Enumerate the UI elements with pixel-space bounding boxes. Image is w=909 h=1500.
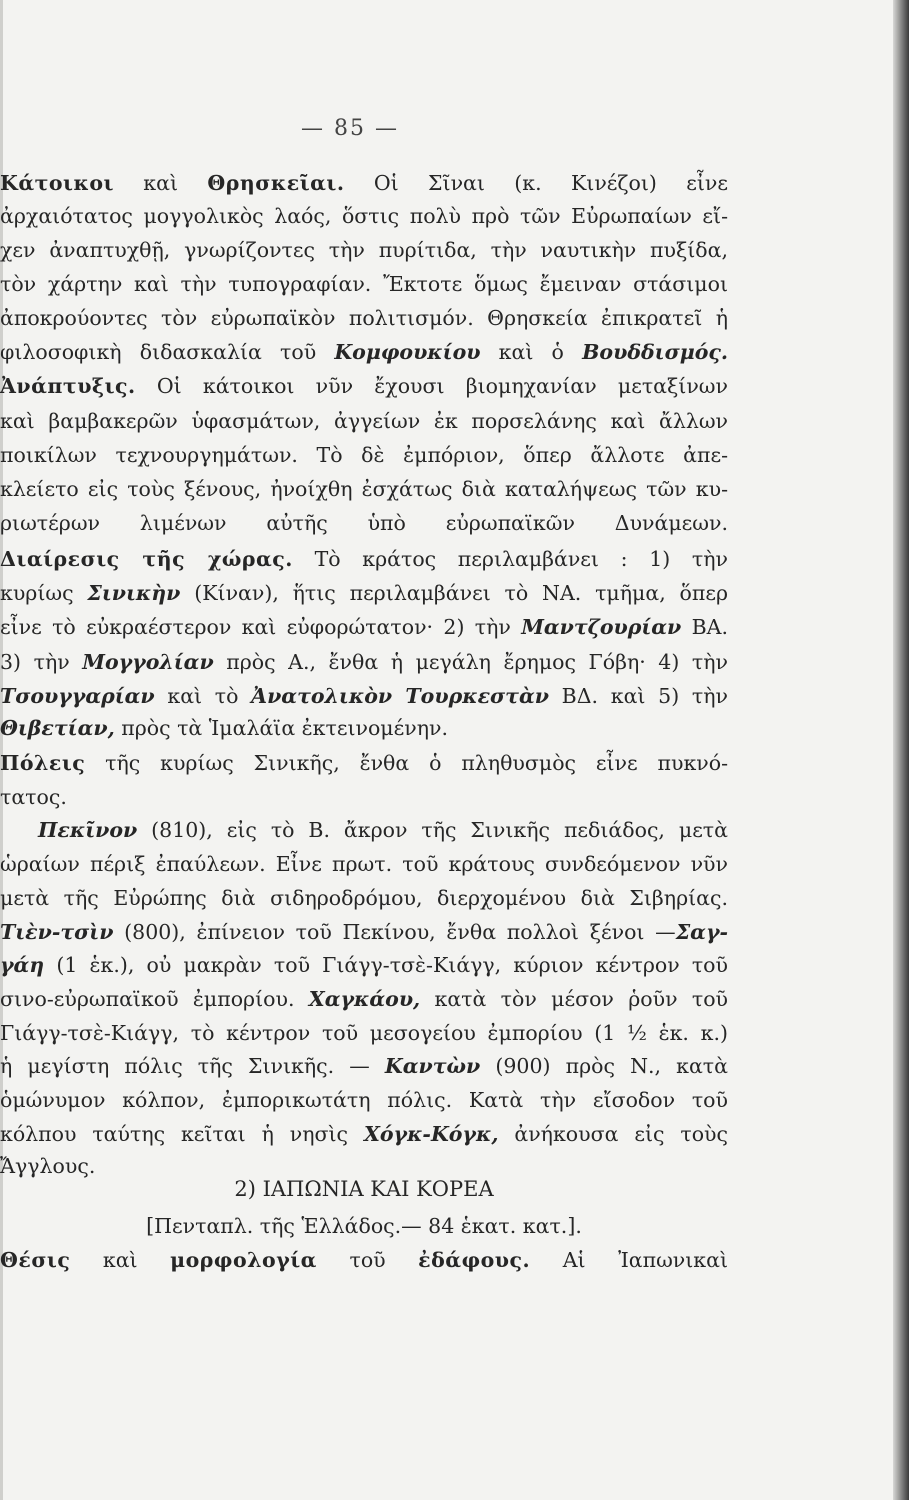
section-heading-line xyxy=(0,1172,728,1206)
text-run: τατος. xyxy=(0,785,67,809)
text-line xyxy=(0,847,728,881)
text-line xyxy=(0,233,728,267)
text-line xyxy=(0,881,728,915)
emphasized-term: Βουδδισμός. xyxy=(582,340,728,364)
text-line xyxy=(0,1016,728,1050)
emphasized-term: Κομφουκίου xyxy=(334,340,481,364)
text-run: ἀποκρούοντες τὸν εὐρωπαϊκὸν πολιτισμόν. Θρησκεία ἐπικρατεῖ ἡ xyxy=(0,306,728,330)
text-run: ὡραίων πέριξ ἐπαύλεων. Εἶνε πρωτ. τοῦ κράτους συνδεόμενον νῦν xyxy=(0,852,728,876)
text-run: φιλοσοφικὴ διδασκαλία τοῦ xyxy=(0,340,335,364)
emphasized-term: Θιβετίαν, xyxy=(0,716,115,740)
text-line xyxy=(0,267,728,301)
text-run: εἶνε τὸ εὐκραέστερον καὶ εὐφορώτατον· 2) τὴν xyxy=(0,615,522,639)
emphasized-term: Σινικὴν xyxy=(87,581,181,605)
text-run: (800), ἐπίνειον τοῦ Πεκίνου, ἔνθα πολλοὶ ξένοι — xyxy=(113,920,676,944)
text-run: σινο-εὐρωπαϊκοῦ ἐμπορίου. xyxy=(0,987,309,1011)
text-line xyxy=(0,1083,728,1117)
text-run: (1 ἑκ.), οὐ μακρὰν τοῦ Γιάγγ-τσὲ-Κιάγγ, κύριον κέντρον τοῦ xyxy=(44,953,728,977)
text-run: ΒΔ. καὶ 5) τὴν xyxy=(548,684,728,708)
text-run: (900) πρὸς Ν., κατὰ xyxy=(480,1054,728,1078)
text-line xyxy=(0,506,728,540)
emphasized-term: γάη xyxy=(0,953,45,977)
text-run: Οἱ Σῖναι (κ. Κινέζοι) εἶνε xyxy=(344,171,728,195)
bold-heading-text: μορφολογία xyxy=(170,1248,317,1272)
text-line xyxy=(0,369,728,403)
text-run: ἀρχαιότατος μογγολικὸς λαός, ὅστις πολὺ πρὸ τῶν Εὐρωπαίων εἴ- xyxy=(0,204,728,228)
text-line xyxy=(0,199,728,233)
text-line xyxy=(0,610,728,644)
bold-heading-text: Θέσις xyxy=(0,1248,71,1272)
text-run: (Κίναν), ἥτις περιλαμβάνει τὸ ΝΑ. τμῆμα, ὅπερ xyxy=(180,581,728,605)
bold-heading-text: Κάτοικοι xyxy=(0,171,114,195)
text-line xyxy=(0,542,728,576)
text-line xyxy=(0,948,728,982)
text-run: τὸν χάρτην καὶ τὴν τυπογραφίαν. Ἔκτοτε ὅμως ἔμειναν στάσιμοι xyxy=(0,272,728,296)
text-run: Γιάγγ-τσὲ-Κιάγγ, τὸ κέντρον τοῦ μεσογείου ἐμπορίου (1 ½ ἑκ. κ.) xyxy=(0,1021,728,1045)
text-run: 3) τὴν xyxy=(0,650,83,674)
text-run: κλείετο εἰς τοὺς ξένους, ἠνοίχθη ἐσχάτως διὰ καταλήψεως τῶν κυ- xyxy=(0,477,728,501)
emphasized-term: Χαγκάου, xyxy=(308,987,421,1011)
text-run: Τὸ κράτος περιλαμβάνει : 1) τὴν xyxy=(292,547,728,571)
emphasized-term: Χόγκ-Κόγκ, xyxy=(363,1122,499,1146)
text-line xyxy=(0,813,728,847)
emphasized-term: Σαγ- xyxy=(675,920,728,944)
bold-heading-text: ἐδάφους. xyxy=(418,1248,531,1272)
bold-heading-text: Θρησκεῖαι. xyxy=(207,171,345,195)
text-run: ἡ μεγίστη πόλις τῆς Σινικῆς. — xyxy=(0,1054,385,1078)
text-line xyxy=(0,746,728,780)
text-run: ποικίλων τεχνουργημάτων. Τὸ δὲ ἐμπόριον, ὅπερ ἄλλοτε ἀπε- xyxy=(0,443,728,467)
text-line xyxy=(0,982,728,1016)
text-run: πρὸς Α., ἔνθα ἡ μεγάλη ἔρημος Γόβη· 4) τὴν xyxy=(213,650,728,674)
text-line xyxy=(0,576,728,610)
text-line xyxy=(0,679,728,713)
text-run: ὁμώνυμον κόλπον, ἐμπορικωτάτη πόλις. Κατὰ τὴν εἴσοδον τοῦ xyxy=(0,1088,728,1112)
emphasized-term: Τσουγγαρίαν xyxy=(0,684,155,708)
text-line xyxy=(0,404,728,438)
text-line xyxy=(0,166,728,200)
emphasized-term: Ἀνατολικὸν Τουρκεστὰν xyxy=(251,684,549,708)
text-run: Ἄγγλους. xyxy=(0,1154,96,1178)
text-run: πρὸς τὰ Ἱμαλάϊα ἐκτεινομένην. xyxy=(114,716,448,740)
text-run: ριωτέρων λιμένων αὐτῆς ὑπὸ εὐρωπαϊκῶν Δυνάμεων. xyxy=(0,511,728,535)
emphasized-term: Πεκῖνον xyxy=(38,818,138,842)
text-run: μετὰ τῆς Εὐρώπης διὰ σιδηροδρόμου, διερχομένου διὰ Σιβηρίας. xyxy=(0,886,728,910)
text-line xyxy=(0,472,728,506)
bold-heading-text: Πόλεις xyxy=(0,751,86,775)
text-run: τῆς κυρίως Σινικῆς, ἔνθα ὁ πληθυσμὸς εἶνε πυκνό- xyxy=(85,751,728,775)
emphasized-term: Μαντζουρίαν xyxy=(521,615,682,639)
text-line xyxy=(0,1049,728,1083)
text-run: τοῦ xyxy=(316,1248,419,1272)
text-run: καὶ xyxy=(70,1248,171,1272)
text-run: καὶ τὸ xyxy=(154,684,252,708)
text-run: χεν ἀναπτυχθῇ, γνωρίζοντες τὴν πυρίτιδα, τὴν ναυτικὴν πυξίδα, xyxy=(0,238,728,262)
bold-heading-text: Διαίρεσις τῆς χώρας. xyxy=(0,547,293,571)
text-run: 2) ΙΑΠΩΝΙΑ ΚΑΙ ΚΟΡΕΑ xyxy=(234,1177,494,1201)
text-run: Οἱ κάτοικοι νῦν ἔχουσι βιομηχανίαν μεταξίνων xyxy=(135,374,728,398)
page-number: — 85 — xyxy=(301,116,399,141)
text-line xyxy=(0,915,728,949)
section-heading-line xyxy=(0,1209,728,1243)
text-run: κόλπου ταύτης κεῖται ἡ νησὶς xyxy=(0,1122,364,1146)
text-run: καὶ ὁ xyxy=(480,340,583,364)
text-run: ἀνήκουσα εἰς τοὺς xyxy=(498,1122,728,1146)
text-run: Αἱ Ἰαπωνικαὶ xyxy=(530,1248,728,1272)
text-run: ΒΑ. xyxy=(681,615,728,639)
text-run: κυρίως xyxy=(0,581,88,605)
text-line xyxy=(0,711,728,745)
text-run: (810), εἰς τὸ Β. ἄκρον τῆς Σινικῆς πεδιάδος, μετὰ xyxy=(137,818,728,842)
emphasized-term: Μογγολίαν xyxy=(82,650,214,674)
text-run: [Πενταπλ. τῆς Ἑλλάδος.— 84 ἑκατ. κατ.]. xyxy=(146,1214,582,1238)
text-line xyxy=(0,301,728,335)
emphasized-term: Καντὼν xyxy=(384,1054,481,1078)
text-run: καὶ βαμβακερῶν ὑφασμάτων, ἀγγείων ἐκ πορσελάνης καὶ ἄλλων xyxy=(0,409,728,433)
text-line xyxy=(0,1117,728,1151)
bold-heading-text: Ἀνάπτυξις. xyxy=(0,374,136,398)
text-line xyxy=(0,438,728,472)
text-line xyxy=(0,780,728,814)
page-right-edge-shadow xyxy=(893,0,909,1500)
text-line xyxy=(0,645,728,679)
text-line xyxy=(0,335,728,369)
text-line xyxy=(0,1243,728,1277)
text-run: καὶ xyxy=(113,171,208,195)
text-run: κατὰ τὸν μέσον ῥοῦν τοῦ xyxy=(420,987,728,1011)
emphasized-term: Τιὲν-τσὶν xyxy=(0,920,114,944)
